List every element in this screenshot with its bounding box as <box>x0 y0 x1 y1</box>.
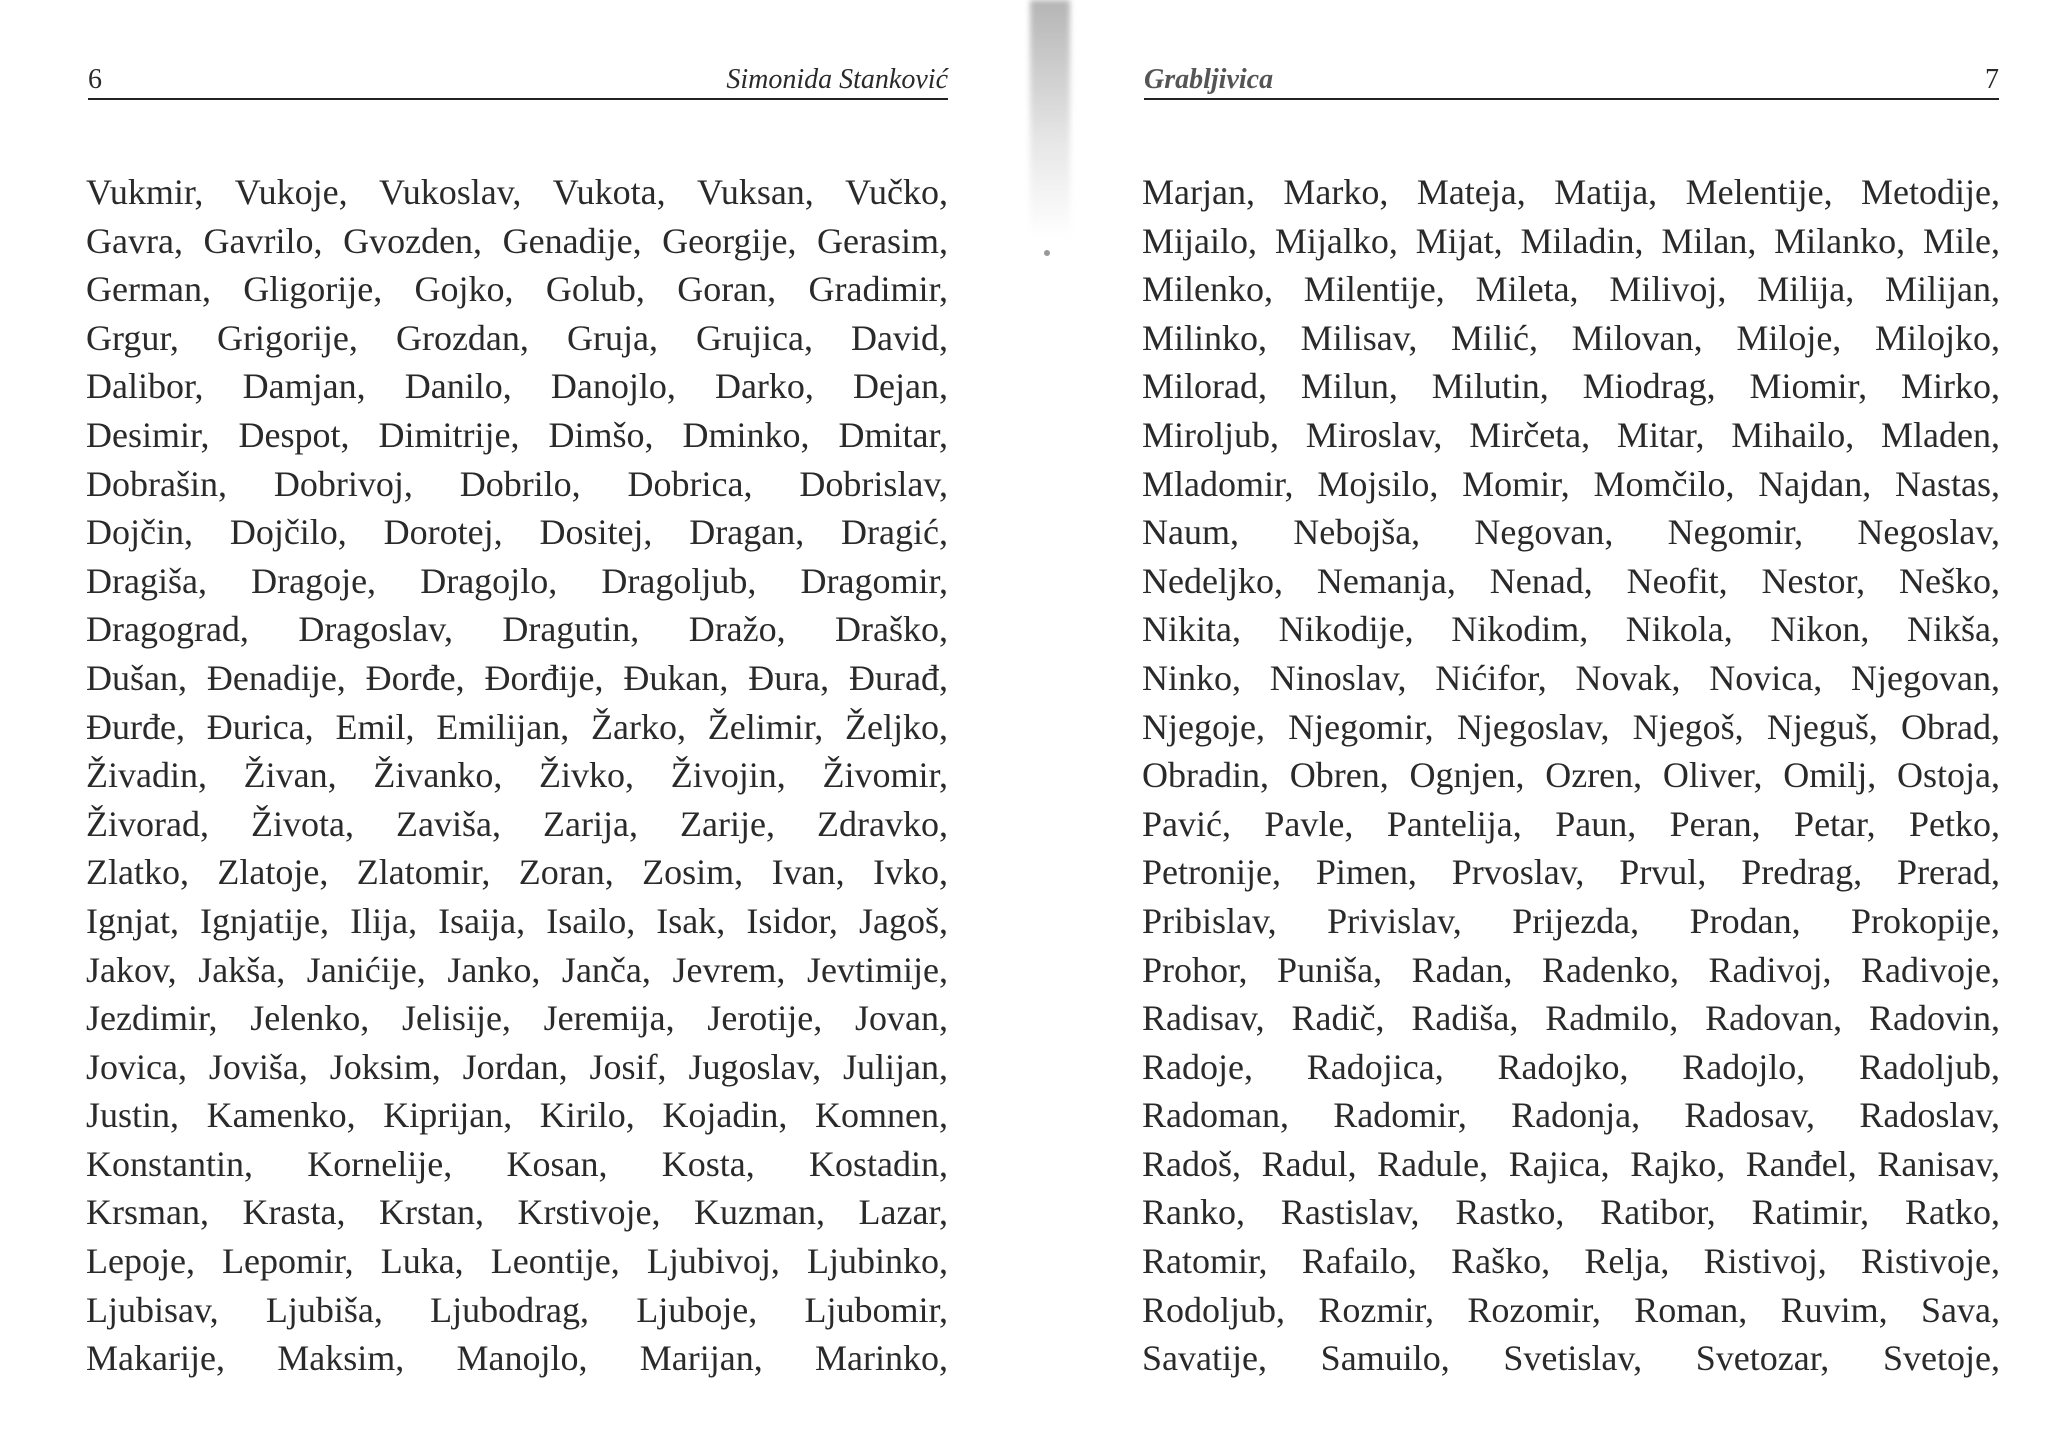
left-page <box>0 0 1020 1432</box>
text-line: Radoje, Radojica, Radojko, Radojlo, Radoljub, <box>1142 1046 2000 1087</box>
left-page-number: 6 <box>88 64 102 95</box>
text-line: Ignjat, Ignjatije, Ilija, Isaija, Isailo, Isak, Isidor, Jagoš, <box>86 900 948 941</box>
text-line: Milenko, Milentije, Mileta, Milivoj, Milija, Milijan, <box>1142 269 2000 310</box>
text-line: German, Gligorije, Gojko, Golub, Goran, Gradimir, <box>86 269 948 310</box>
text-line: Nedeljko, Nemanja, Nenad, Neofit, Nestor, Neško, <box>1142 560 2000 601</box>
text-line: Ratomir, Rafailo, Raško, Relja, Ristivoj, Ristivoje, <box>1142 1241 2000 1282</box>
text-line: Savatije, Samuilo, Svetislav, Svetozar, Svetoje, <box>1142 1338 2000 1379</box>
text-line: Dragiša, Dragoje, Dragojlo, Dragoljub, Dragomir, <box>86 560 948 601</box>
text-line: Radoš, Radul, Radule, Rajica, Rajko, Ranđel, Ranisav, <box>1142 1143 2000 1184</box>
left-page-text <box>86 168 948 1383</box>
text-line: Grgur, Grigorije, Grozdan, Gruja, Grujica, David, <box>86 317 948 358</box>
text-line: Lepoje, Lepomir, Luka, Leontije, Ljubivoj, Ljubinko, <box>86 1241 948 1282</box>
text-line: Živadin, Živan, Živanko, Živko, Živojin, Živomir, <box>86 755 948 796</box>
text-line: Justin, Kamenko, Kiprijan, Kirilo, Kojadin, Komnen, <box>86 1095 948 1136</box>
text-line: Njegoje, Njegomir, Njegoslav, Njegoš, Njeguš, Obrad, <box>1142 706 2000 747</box>
binding-gutter-shadow <box>1030 0 1070 240</box>
text-line: Milinko, Milisav, Milić, Milovan, Miloje, Milojko, <box>1142 317 2000 358</box>
right-running-head: Grabljivica <box>1144 64 1274 95</box>
text-line: Petronije, Pimen, Prvoslav, Prvul, Predrag, Prerad, <box>1142 852 2000 893</box>
text-line: Prohor, Puniša, Radan, Radenko, Radivoj, Radivoje, <box>1142 949 2000 990</box>
right-page-header <box>1144 62 1999 100</box>
text-line: Dobrašin, Dobrivoj, Dobrilo, Dobrica, Dobrislav, <box>86 463 948 504</box>
text-line: Radisav, Radič, Radiša, Radmilo, Radovan, Radovin, <box>1142 998 2000 1039</box>
left-running-head: Simonida Stanković <box>726 64 948 95</box>
text-line: Ninko, Ninoslav, Nićifor, Novak, Novica, Njegovan, <box>1142 657 2000 698</box>
text-line: Obradin, Obren, Ognjen, Ozren, Oliver, Omilj, Ostoja, <box>1142 755 2000 796</box>
text-line: Gavra, Gavrilo, Gvozden, Genadije, Georgije, Gerasim, <box>86 220 948 261</box>
text-line: Pribislav, Privislav, Prijezda, Prodan, Prokopije, <box>1142 900 2000 941</box>
text-line: Milorad, Milun, Milutin, Miodrag, Miomir, Mirko, <box>1142 366 2000 407</box>
text-line: Zlatko, Zlatoje, Zlatomir, Zoran, Zosim, Ivan, Ivko, <box>86 852 948 893</box>
text-line: Naum, Nebojša, Negovan, Negomir, Negoslav, <box>1142 512 2000 553</box>
text-line: Pavić, Pavle, Pantelija, Paun, Peran, Petar, Petko, <box>1142 803 2000 844</box>
text-line: Jezdimir, Jelenko, Jelisije, Jeremija, Jerotije, Jovan, <box>86 998 948 1039</box>
text-line: Dojčin, Dojčilo, Dorotej, Dositej, Dragan, Dragić, <box>86 512 948 553</box>
text-line: Radoman, Radomir, Radonja, Radosav, Radoslav, <box>1142 1095 2000 1136</box>
text-line: Jovica, Joviša, Joksim, Jordan, Josif, Jugoslav, Julijan, <box>86 1046 948 1087</box>
right-page-number: 7 <box>1985 64 1999 95</box>
text-line: Miroljub, Miroslav, Mirčeta, Mitar, Mihailo, Mladen, <box>1142 414 2000 455</box>
text-line: Dragograd, Dragoslav, Dragutin, Dražo, Draško, <box>86 609 948 650</box>
text-line: Rodoljub, Rozmir, Rozomir, Roman, Ruvim, Sava, <box>1142 1289 2000 1330</box>
text-line: Ranko, Rastislav, Rastko, Ratibor, Ratimir, Ratko, <box>1142 1192 2000 1233</box>
text-line: Krsman, Krasta, Krstan, Krstivoje, Kuzman, Lazar, <box>86 1192 948 1233</box>
text-line: Dalibor, Damjan, Danilo, Danojlo, Darko, Dejan, <box>86 366 948 407</box>
text-line: Jakov, Jakša, Janićije, Janko, Janča, Jevrem, Jevtimije, <box>86 949 948 990</box>
text-line: Nikita, Nikodije, Nikodim, Nikola, Nikon, Nikša, <box>1142 609 2000 650</box>
text-line: Vukmir, Vukoje, Vukoslav, Vukota, Vuksan, Vučko, <box>86 172 948 212</box>
right-page <box>1080 0 2048 1432</box>
text-line: Mijailo, Mijalko, Mijat, Miladin, Milan, Milanko, Mile, <box>1142 220 2000 261</box>
text-line: Živorad, Života, Zaviša, Zarija, Zarije, Zdravko, <box>86 803 948 844</box>
text-line: Mladomir, Mojsilo, Momir, Momčilo, Najdan, Nastas, <box>1142 463 2000 504</box>
text-line: Konstantin, Kornelije, Kosan, Kosta, Kostadin, <box>86 1143 948 1184</box>
text-line: Desimir, Despot, Dimitrije, Dimšo, Dminko, Dmitar, <box>86 414 948 455</box>
text-line: Dušan, Đenadije, Đorđe, Đorđije, Đukan, Đura, Đurađ, <box>86 657 948 698</box>
scan-speck <box>1044 250 1050 256</box>
left-page-header <box>88 62 948 100</box>
text-line: Makarije, Maksim, Manojlo, Marijan, Marinko, <box>86 1338 948 1379</box>
text-line: Ljubisav, Ljubiša, Ljubodrag, Ljuboje, Ljubomir, <box>86 1289 948 1330</box>
text-line: Đurđe, Đurica, Emil, Emilijan, Žarko, Želimir, Željko, <box>86 706 948 747</box>
right-page-text <box>1142 168 2000 1383</box>
text-line: Marjan, Marko, Mateja, Matija, Melentije, Metodije, <box>1142 172 2000 212</box>
